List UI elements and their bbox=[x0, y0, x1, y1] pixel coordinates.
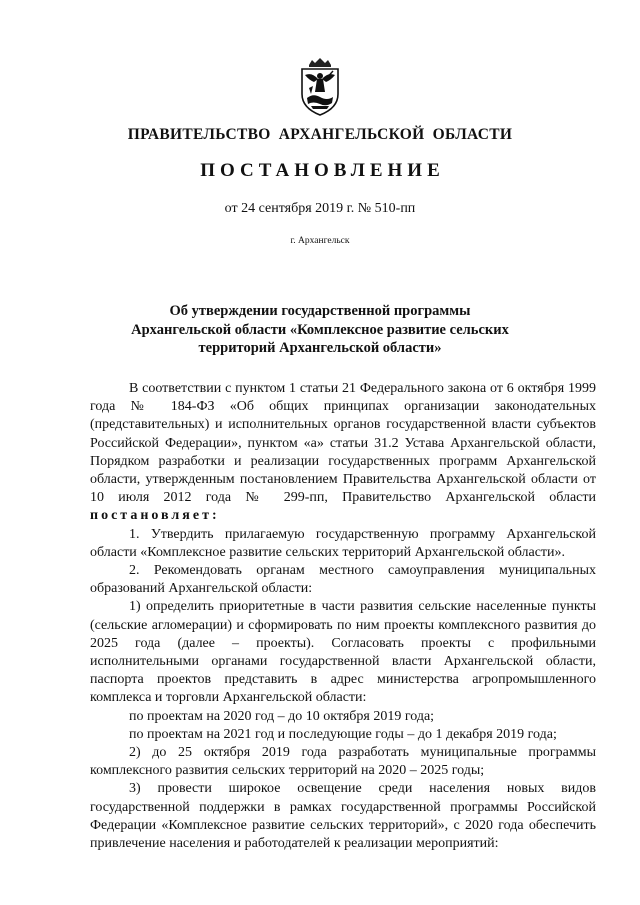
item-2-1-a: по проектам на 2020 год – до 10 октября 2019 года; bbox=[129, 708, 435, 724]
title-line: Об утверждении государственной программы bbox=[169, 303, 471, 319]
document-title bbox=[0, 302, 640, 358]
preamble-paragraph bbox=[90, 380, 596, 526]
government-name: ПРАВИТЕЛЬСТВО АРХАНГЕЛЬСКОЙ ОБЛАСТИ bbox=[127, 126, 513, 143]
item-2-1-b: по проектам на 2021 год и последующие годы – до 1 декабря 2019 года; bbox=[129, 726, 557, 742]
item-1: 1. Утвердить прилагаемую государственную программу Архангельской области «Комплексное развитие сельских территорий Архангельской области». bbox=[90, 526, 596, 560]
document-city: г. Архангельск bbox=[290, 236, 350, 246]
document-body bbox=[90, 380, 596, 853]
document-type: ПОСТАНОВЛЕНИЕ bbox=[200, 160, 445, 181]
item-2-2: 2) до 25 октября 2019 года разработать муниципальные программы комплексного развития сельских территорий на 2020 – 2025 годы; bbox=[90, 745, 596, 779]
document-date-number: от 24 сентября 2019 г. № 510-пп bbox=[224, 201, 416, 216]
item-2: 2. Рекомендовать органам местного самоуправления муниципальных образований Архангельской области: bbox=[90, 563, 596, 597]
title-line: Архангельской области «Комплексное развитие сельских bbox=[131, 321, 509, 338]
preamble-text: В соответствии с пунктом 1 статьи 21 Федерального закона от 6 октября 1999 года № 184-ФЗ «Об общих принципах организации законодательных (представительных) и исполнительных органов государственной власти субъектов Российской Федерации», пунктом «а» статьи 31.2 Устава Архангельской области, Порядком разработки и реализации государственных программ Архангельской области, утвержденным постановлением Правительства Архангельской области от 10 июля 2012 года № 299-пп, Правительство Архангельской области bbox=[90, 381, 596, 506]
title-line: территорий Архангельской области» bbox=[198, 340, 442, 356]
resolves-colon: : bbox=[211, 508, 217, 524]
item-2-3: 3) провести широкое освещение среди населения новых видов государственной поддержки в рамках государственной программы Российской Федерации «Комплексное развитие сельских территорий», с 2020 года обеспечить привлечение населения и работодателей к реализации мероприятий: bbox=[90, 781, 596, 852]
resolves-word: постановляет bbox=[90, 508, 212, 524]
coat-of-arms-icon bbox=[297, 58, 343, 116]
item-2-1: 1) определить приоритетные в части развития сельские населенные пункты (сельские агломерации) и сформировать по ним проекты комплексного развития до 2025 года (далее – проекты). Согласовать проекты с профильными исполнительными органами государственной власти Архангельской области, паспорта проектов представить в адрес министерства агропромышленного комплекса и торговли Архангельской области: bbox=[90, 599, 596, 706]
